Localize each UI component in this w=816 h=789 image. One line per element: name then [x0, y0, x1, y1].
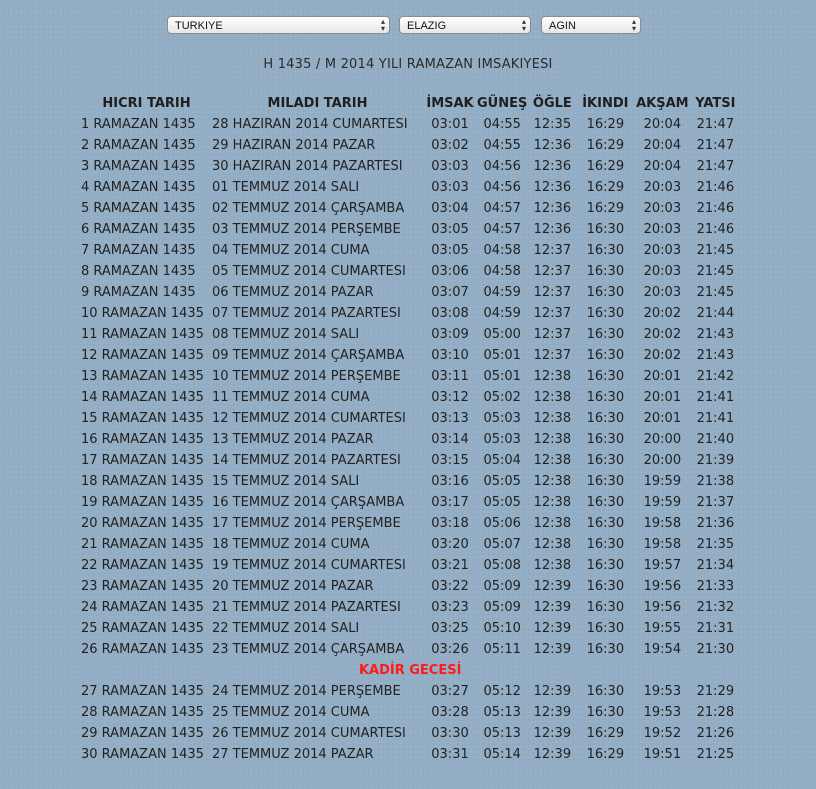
- imsak-time-cell: 03:18: [431, 516, 469, 531]
- aksam-time-cell: 20:02: [643, 306, 682, 321]
- ikindi-time-cell: 16:30: [586, 495, 625, 510]
- imsak-time-cell: 03:14: [431, 432, 469, 447]
- hicri-date-cell: 3 RAMAZAN 1435: [81, 159, 196, 174]
- aksam-time-cell: 20:03: [643, 201, 682, 216]
- ikindi-time-cell: 16:30: [586, 474, 625, 489]
- aksam-time-cell: 20:03: [643, 222, 682, 237]
- imsak-time-cell: 03:21: [431, 558, 469, 573]
- ikindi-time-cell: 16:30: [586, 285, 625, 300]
- gunes-time-cell: 05:14: [483, 747, 521, 762]
- table-row: [81, 534, 739, 555]
- hicri-date-cell: 30 RAMAZAN 1435: [81, 747, 204, 762]
- miladi-date-cell: 05 TEMMUZ 2014 CUMARTESI: [212, 264, 406, 279]
- miladi-date-cell: 29 HAZIRAN 2014 PAZAR: [212, 138, 376, 153]
- ogle-time-cell: 12:38: [533, 369, 572, 384]
- imsak-time-cell: 03:17: [431, 495, 469, 510]
- select-arrows-icon: ▴ ▾: [631, 17, 636, 33]
- yatsi-time-cell: 21:39: [696, 453, 735, 468]
- location-selectors: [0, 16, 816, 36]
- ogle-time-cell: 12:39: [533, 600, 572, 615]
- ikindi-time-cell: 16:30: [586, 558, 625, 573]
- ikindi-time-cell: 16:29: [586, 747, 625, 762]
- table-row: [81, 597, 739, 618]
- country-select-value: TURKIYE: [175, 20, 223, 32]
- ogle-time-cell: 12:37: [533, 243, 572, 258]
- miladi-date-cell: 03 TEMMUZ 2014 PERŞEMBE: [212, 222, 401, 237]
- ogle-time-cell: 12:39: [533, 621, 572, 636]
- aksam-time-cell: 20:01: [643, 390, 682, 405]
- imsak-time-cell: 03:01: [431, 117, 469, 132]
- ogle-time-cell: 12:37: [533, 306, 572, 321]
- gunes-time-cell: 04:55: [483, 138, 521, 153]
- miladi-date-cell: 17 TEMMUZ 2014 PERŞEMBE: [212, 516, 401, 531]
- imsak-time-cell: 03:03: [431, 180, 469, 195]
- miladi-date-cell: 27 TEMMUZ 2014 PAZAR: [212, 747, 374, 762]
- gunes-time-cell: 04:55: [483, 117, 521, 132]
- column-header-gunes: GÜNEŞ: [477, 95, 528, 111]
- ogle-time-cell: 12:39: [533, 579, 572, 594]
- miladi-date-cell: 11 TEMMUZ 2014 CUMA: [212, 390, 370, 405]
- hicri-date-cell: 23 RAMAZAN 1435: [81, 579, 204, 594]
- miladi-date-cell: 28 HAZIRAN 2014 CUMARTESI: [212, 117, 408, 132]
- gunes-time-cell: 05:08: [483, 558, 521, 573]
- gunes-time-cell: 05:12: [483, 684, 521, 699]
- gunes-time-cell: 04:58: [483, 243, 521, 258]
- ogle-time-cell: 12:35: [533, 117, 572, 132]
- country-select[interactable]: [167, 16, 390, 34]
- miladi-date-cell: 21 TEMMUZ 2014 PAZARTESI: [212, 600, 401, 615]
- imsak-time-cell: 03:02: [431, 138, 469, 153]
- imsak-time-cell: 03:16: [431, 474, 469, 489]
- imsak-time-cell: 03:12: [431, 390, 469, 405]
- hicri-date-cell: 19 RAMAZAN 1435: [81, 495, 204, 510]
- miladi-date-cell: 04 TEMMUZ 2014 CUMA: [212, 243, 370, 258]
- ikindi-time-cell: 16:29: [586, 201, 625, 216]
- ikindi-time-cell: 16:30: [586, 705, 625, 720]
- yatsi-time-cell: 21:34: [696, 558, 735, 573]
- miladi-date-cell: 24 TEMMUZ 2014 PERŞEMBE: [212, 684, 401, 699]
- table-row: [81, 261, 739, 282]
- ogle-time-cell: 12:36: [533, 222, 572, 237]
- ogle-time-cell: 12:39: [533, 726, 572, 741]
- imsak-time-cell: 03:07: [431, 285, 469, 300]
- miladi-date-cell: 26 TEMMUZ 2014 CUMARTESI: [212, 726, 406, 741]
- aksam-time-cell: 20:01: [643, 369, 682, 384]
- miladi-date-cell: 07 TEMMUZ 2014 PAZARTESI: [212, 306, 401, 321]
- aksam-time-cell: 20:02: [643, 348, 682, 363]
- gunes-time-cell: 04:57: [483, 222, 521, 237]
- select-arrows-icon: ▴ ▾: [380, 17, 385, 33]
- table-row: [81, 366, 739, 387]
- ogle-time-cell: 12:37: [533, 327, 572, 342]
- gunes-time-cell: 05:03: [483, 432, 521, 447]
- gunes-time-cell: 05:10: [483, 621, 521, 636]
- hicri-date-cell: 17 RAMAZAN 1435: [81, 453, 204, 468]
- ogle-time-cell: 12:38: [533, 474, 572, 489]
- imsak-time-cell: 03:30: [431, 726, 469, 741]
- ogle-time-cell: 12:38: [533, 495, 572, 510]
- gunes-time-cell: 04:56: [483, 159, 521, 174]
- imsak-time-cell: 03:05: [431, 243, 469, 258]
- imsak-time-cell: 03:25: [431, 621, 469, 636]
- table-row: [81, 324, 739, 345]
- aksam-time-cell: 20:03: [643, 180, 682, 195]
- table-row: [81, 744, 739, 765]
- hicri-date-cell: 26 RAMAZAN 1435: [81, 642, 204, 657]
- table-row: [81, 492, 739, 513]
- table-row: [81, 555, 739, 576]
- ikindi-time-cell: 16:29: [586, 180, 625, 195]
- gunes-time-cell: 05:13: [483, 705, 521, 720]
- ikindi-time-cell: 16:30: [586, 432, 625, 447]
- aksam-time-cell: 20:03: [643, 243, 682, 258]
- yatsi-time-cell: 21:36: [696, 516, 735, 531]
- table-row: [81, 387, 739, 408]
- hicri-date-cell: 10 RAMAZAN 1435: [81, 306, 204, 321]
- miladi-date-cell: 30 HAZIRAN 2014 PAZARTESI: [212, 159, 403, 174]
- table-row: [81, 513, 739, 534]
- table-row: [81, 681, 739, 702]
- aksam-time-cell: 20:04: [643, 117, 682, 132]
- yatsi-time-cell: 21:35: [696, 537, 735, 552]
- yatsi-time-cell: 21:43: [696, 348, 735, 363]
- hicri-date-cell: 5 RAMAZAN 1435: [81, 201, 196, 216]
- ogle-time-cell: 12:36: [533, 180, 572, 195]
- yatsi-time-cell: 21:40: [696, 432, 735, 447]
- aksam-time-cell: 20:03: [643, 264, 682, 279]
- table-body: [81, 114, 739, 765]
- ogle-time-cell: 12:38: [533, 432, 572, 447]
- yatsi-time-cell: 21:28: [696, 705, 735, 720]
- imsak-time-cell: 03:09: [431, 327, 469, 342]
- aksam-time-cell: 19:52: [643, 726, 682, 741]
- gunes-time-cell: 05:09: [483, 600, 521, 615]
- miladi-date-cell: 06 TEMMUZ 2014 PAZAR: [212, 285, 374, 300]
- aksam-time-cell: 19:56: [643, 600, 682, 615]
- ikindi-time-cell: 16:30: [586, 600, 625, 615]
- kadir-gecesi-label: KADİR GECESİ: [358, 663, 462, 678]
- gunes-time-cell: 05:05: [483, 495, 521, 510]
- yatsi-time-cell: 21:31: [696, 621, 735, 636]
- ogle-time-cell: 12:38: [533, 453, 572, 468]
- aksam-time-cell: 20:04: [643, 159, 682, 174]
- imsak-time-cell: 03:22: [431, 579, 469, 594]
- aksam-time-cell: 20:03: [643, 285, 682, 300]
- table-row: [81, 282, 739, 303]
- table-row: [81, 303, 739, 324]
- aksam-time-cell: 19:59: [643, 495, 682, 510]
- yatsi-time-cell: 21:43: [696, 327, 735, 342]
- aksam-time-cell: 20:00: [643, 453, 682, 468]
- yatsi-time-cell: 21:32: [696, 600, 735, 615]
- imsakiye-table: [81, 92, 739, 765]
- city-select[interactable]: [399, 16, 531, 34]
- yatsi-time-cell: 21:46: [696, 222, 735, 237]
- aksam-time-cell: 20:02: [643, 327, 682, 342]
- ogle-time-cell: 12:38: [533, 411, 572, 426]
- table-row: [81, 345, 739, 366]
- aksam-time-cell: 19:55: [643, 621, 682, 636]
- hicri-date-cell: 22 RAMAZAN 1435: [81, 558, 204, 573]
- ikindi-time-cell: 16:30: [586, 327, 625, 342]
- imsak-time-cell: 03:27: [431, 684, 469, 699]
- ogle-time-cell: 12:36: [533, 138, 572, 153]
- hicri-date-cell: 6 RAMAZAN 1435: [81, 222, 196, 237]
- ikindi-time-cell: 16:30: [586, 264, 625, 279]
- table-row: [81, 408, 739, 429]
- table-row: [81, 240, 739, 261]
- imsak-time-cell: 03:13: [431, 411, 469, 426]
- hicri-date-cell: 8 RAMAZAN 1435: [81, 264, 196, 279]
- aksam-time-cell: 20:01: [643, 411, 682, 426]
- hicri-date-cell: 21 RAMAZAN 1435: [81, 537, 204, 552]
- yatsi-time-cell: 21:29: [696, 684, 735, 699]
- miladi-date-cell: 16 TEMMUZ 2014 ÇARŞAMBA: [212, 495, 405, 510]
- ogle-time-cell: 12:38: [533, 537, 572, 552]
- district-select-value: AGIN: [549, 20, 576, 32]
- ogle-time-cell: 12:38: [533, 558, 572, 573]
- ikindi-time-cell: 16:30: [586, 348, 625, 363]
- miladi-date-cell: 09 TEMMUZ 2014 ÇARŞAMBA: [212, 348, 405, 363]
- gunes-time-cell: 04:59: [483, 285, 521, 300]
- select-arrows-icon: ▴ ▾: [521, 17, 526, 33]
- ikindi-time-cell: 16:30: [586, 306, 625, 321]
- ogle-time-cell: 12:39: [533, 642, 572, 657]
- ogle-time-cell: 12:37: [533, 285, 572, 300]
- yatsi-time-cell: 21:26: [696, 726, 735, 741]
- ogle-time-cell: 12:39: [533, 684, 572, 699]
- hicri-date-cell: 12 RAMAZAN 1435: [81, 348, 204, 363]
- ikindi-time-cell: 16:30: [586, 537, 625, 552]
- hicri-date-cell: 15 RAMAZAN 1435: [81, 411, 204, 426]
- hicri-date-cell: 16 RAMAZAN 1435: [81, 432, 204, 447]
- gunes-time-cell: 05:04: [483, 453, 521, 468]
- aksam-time-cell: 19:53: [643, 684, 682, 699]
- table-row: [81, 639, 739, 660]
- gunes-time-cell: 04:58: [483, 264, 521, 279]
- hicri-date-cell: 27 RAMAZAN 1435: [81, 684, 204, 699]
- miladi-date-cell: 22 TEMMUZ 2014 SALI: [212, 621, 360, 636]
- ikindi-time-cell: 16:30: [586, 411, 625, 426]
- table-header-row: [81, 92, 739, 114]
- table-row: [81, 135, 739, 156]
- gunes-time-cell: 05:07: [483, 537, 521, 552]
- aksam-time-cell: 19:54: [643, 642, 682, 657]
- imsak-time-cell: 03:28: [431, 705, 469, 720]
- table-row: [81, 576, 739, 597]
- aksam-time-cell: 19:57: [643, 558, 682, 573]
- ogle-time-cell: 12:39: [533, 747, 572, 762]
- gunes-time-cell: 05:09: [483, 579, 521, 594]
- imsak-time-cell: 03:15: [431, 453, 469, 468]
- ikindi-time-cell: 16:29: [586, 138, 625, 153]
- imsak-time-cell: 03:23: [431, 600, 469, 615]
- column-header-yatsi: YATSI: [695, 95, 736, 111]
- yatsi-time-cell: 21:33: [696, 579, 735, 594]
- table-row: [81, 618, 739, 639]
- aksam-time-cell: 19:53: [643, 705, 682, 720]
- hicri-date-cell: 2 RAMAZAN 1435: [81, 138, 196, 153]
- gunes-time-cell: 04:57: [483, 201, 521, 216]
- hicri-date-cell: 13 RAMAZAN 1435: [81, 369, 204, 384]
- table-row: [81, 723, 739, 744]
- ikindi-time-cell: 16:30: [586, 390, 625, 405]
- ikindi-time-cell: 16:30: [586, 453, 625, 468]
- aksam-time-cell: 19:59: [643, 474, 682, 489]
- gunes-time-cell: 05:05: [483, 474, 521, 489]
- aksam-time-cell: 19:58: [643, 516, 682, 531]
- gunes-time-cell: 05:06: [483, 516, 521, 531]
- district-select[interactable]: [541, 16, 641, 34]
- yatsi-time-cell: 21:45: [696, 285, 735, 300]
- hicri-date-cell: 25 RAMAZAN 1435: [81, 621, 204, 636]
- yatsi-time-cell: 21:47: [696, 159, 735, 174]
- aksam-time-cell: 20:04: [643, 138, 682, 153]
- gunes-time-cell: 05:03: [483, 411, 521, 426]
- ikindi-time-cell: 16:30: [586, 684, 625, 699]
- miladi-date-cell: 20 TEMMUZ 2014 PAZAR: [212, 579, 374, 594]
- gunes-time-cell: 05:01: [483, 348, 521, 363]
- ogle-time-cell: 12:37: [533, 348, 572, 363]
- yatsi-time-cell: 21:41: [696, 411, 735, 426]
- hicri-date-cell: 9 RAMAZAN 1435: [81, 285, 196, 300]
- table-row: [81, 450, 739, 471]
- table-row: [81, 114, 739, 135]
- yatsi-time-cell: 21:46: [696, 201, 735, 216]
- ogle-time-cell: 12:37: [533, 264, 572, 279]
- miladi-date-cell: 01 TEMMUZ 2014 SALI: [212, 180, 360, 195]
- yatsi-time-cell: 21:30: [696, 642, 735, 657]
- page-title: H 1435 / M 2014 YILI RAMAZAN IMSAKIYESI: [263, 57, 553, 72]
- miladi-date-cell: 14 TEMMUZ 2014 PAZARTESI: [212, 453, 401, 468]
- hicri-date-cell: 11 RAMAZAN 1435: [81, 327, 204, 342]
- imsak-time-cell: 03:20: [431, 537, 469, 552]
- ogle-time-cell: 12:36: [533, 159, 572, 174]
- imsak-time-cell: 03:06: [431, 264, 469, 279]
- hicri-date-cell: 20 RAMAZAN 1435: [81, 516, 204, 531]
- column-header-hicri: HICRI TARIH: [102, 95, 191, 111]
- yatsi-time-cell: 21:44: [696, 306, 735, 321]
- ikindi-time-cell: 16:30: [586, 222, 625, 237]
- column-header-ikindi: İKINDI: [582, 95, 629, 111]
- miladi-date-cell: 08 TEMMUZ 2014 SALI: [212, 327, 360, 342]
- ikindi-time-cell: 16:29: [586, 726, 625, 741]
- miladi-date-cell: 13 TEMMUZ 2014 PAZAR: [212, 432, 374, 447]
- yatsi-time-cell: 21:38: [696, 474, 735, 489]
- column-header-miladi: MILADI TARIH: [267, 95, 368, 111]
- table-row: [81, 429, 739, 450]
- column-header-aksam: AKŞAM: [636, 95, 689, 111]
- gunes-time-cell: 05:00: [483, 327, 521, 342]
- hicri-date-cell: 18 RAMAZAN 1435: [81, 474, 204, 489]
- aksam-time-cell: 19:51: [643, 747, 682, 762]
- miladi-date-cell: 10 TEMMUZ 2014 PERŞEMBE: [212, 369, 401, 384]
- ikindi-time-cell: 16:30: [586, 369, 625, 384]
- miladi-date-cell: 18 TEMMUZ 2014 CUMA: [212, 537, 370, 552]
- table-row: [81, 219, 739, 240]
- yatsi-time-cell: 21:46: [696, 180, 735, 195]
- hicri-date-cell: 7 RAMAZAN 1435: [81, 243, 196, 258]
- miladi-date-cell: 12 TEMMUZ 2014 CUMARTESI: [212, 411, 406, 426]
- imsak-time-cell: 03:26: [431, 642, 469, 657]
- table-row: [81, 177, 739, 198]
- ikindi-time-cell: 16:30: [586, 621, 625, 636]
- imsak-time-cell: 03:08: [431, 306, 469, 321]
- yatsi-time-cell: 21:41: [696, 390, 735, 405]
- gunes-time-cell: 05:13: [483, 726, 521, 741]
- ikindi-time-cell: 16:30: [586, 642, 625, 657]
- imsak-time-cell: 03:05: [431, 222, 469, 237]
- yatsi-time-cell: 21:37: [696, 495, 735, 510]
- miladi-date-cell: 25 TEMMUZ 2014 CUMA: [212, 705, 370, 720]
- hicri-date-cell: 29 RAMAZAN 1435: [81, 726, 204, 741]
- table-row: [81, 471, 739, 492]
- gunes-time-cell: 05:11: [483, 642, 521, 657]
- city-select-value: ELAZIG: [407, 20, 447, 32]
- aksam-time-cell: 20:00: [643, 432, 682, 447]
- miladi-date-cell: 02 TEMMUZ 2014 ÇARŞAMBA: [212, 201, 405, 216]
- hicri-date-cell: 4 RAMAZAN 1435: [81, 180, 196, 195]
- gunes-time-cell: 05:02: [483, 390, 521, 405]
- ikindi-time-cell: 16:29: [586, 159, 625, 174]
- miladi-date-cell: 23 TEMMUZ 2014 ÇARŞAMBA: [212, 642, 405, 657]
- ikindi-time-cell: 16:29: [586, 117, 625, 132]
- hicri-date-cell: 24 RAMAZAN 1435: [81, 600, 204, 615]
- imsak-time-cell: 03:11: [431, 369, 469, 384]
- ikindi-time-cell: 16:30: [586, 579, 625, 594]
- yatsi-time-cell: 21:45: [696, 264, 735, 279]
- aksam-time-cell: 19:58: [643, 537, 682, 552]
- hicri-date-cell: 1 RAMAZAN 1435: [81, 117, 196, 132]
- imsak-time-cell: 03:31: [431, 747, 469, 762]
- ogle-time-cell: 12:38: [533, 516, 572, 531]
- ogle-time-cell: 12:39: [533, 705, 572, 720]
- ikindi-time-cell: 16:30: [586, 243, 625, 258]
- table-row: [81, 156, 739, 177]
- aksam-time-cell: 19:56: [643, 579, 682, 594]
- yatsi-time-cell: 21:45: [696, 243, 735, 258]
- hicri-date-cell: 28 RAMAZAN 1435: [81, 705, 204, 720]
- gunes-time-cell: 05:01: [483, 369, 521, 384]
- ikindi-time-cell: 16:30: [586, 516, 625, 531]
- gunes-time-cell: 04:59: [483, 306, 521, 321]
- miladi-date-cell: 15 TEMMUZ 2014 SALI: [212, 474, 360, 489]
- hicri-date-cell: 14 RAMAZAN 1435: [81, 390, 204, 405]
- table-row: [81, 198, 739, 219]
- table-row: [81, 702, 739, 723]
- miladi-date-cell: 19 TEMMUZ 2014 CUMARTESI: [212, 558, 406, 573]
- imsak-time-cell: 03:10: [431, 348, 469, 363]
- imsak-time-cell: 03:03: [431, 159, 469, 174]
- yatsi-time-cell: 21:47: [696, 138, 735, 153]
- yatsi-time-cell: 21:47: [696, 117, 735, 132]
- gunes-time-cell: 04:56: [483, 180, 521, 195]
- yatsi-time-cell: 21:25: [696, 747, 735, 762]
- column-header-ogle: ÖĞLE: [532, 95, 572, 111]
- column-header-imsak: İMSAK: [426, 95, 474, 111]
- ogle-time-cell: 12:38: [533, 390, 572, 405]
- yatsi-time-cell: 21:42: [696, 369, 735, 384]
- ogle-time-cell: 12:36: [533, 201, 572, 216]
- imsak-time-cell: 03:04: [431, 201, 469, 216]
- kadir-gecesi-row: [81, 660, 739, 681]
